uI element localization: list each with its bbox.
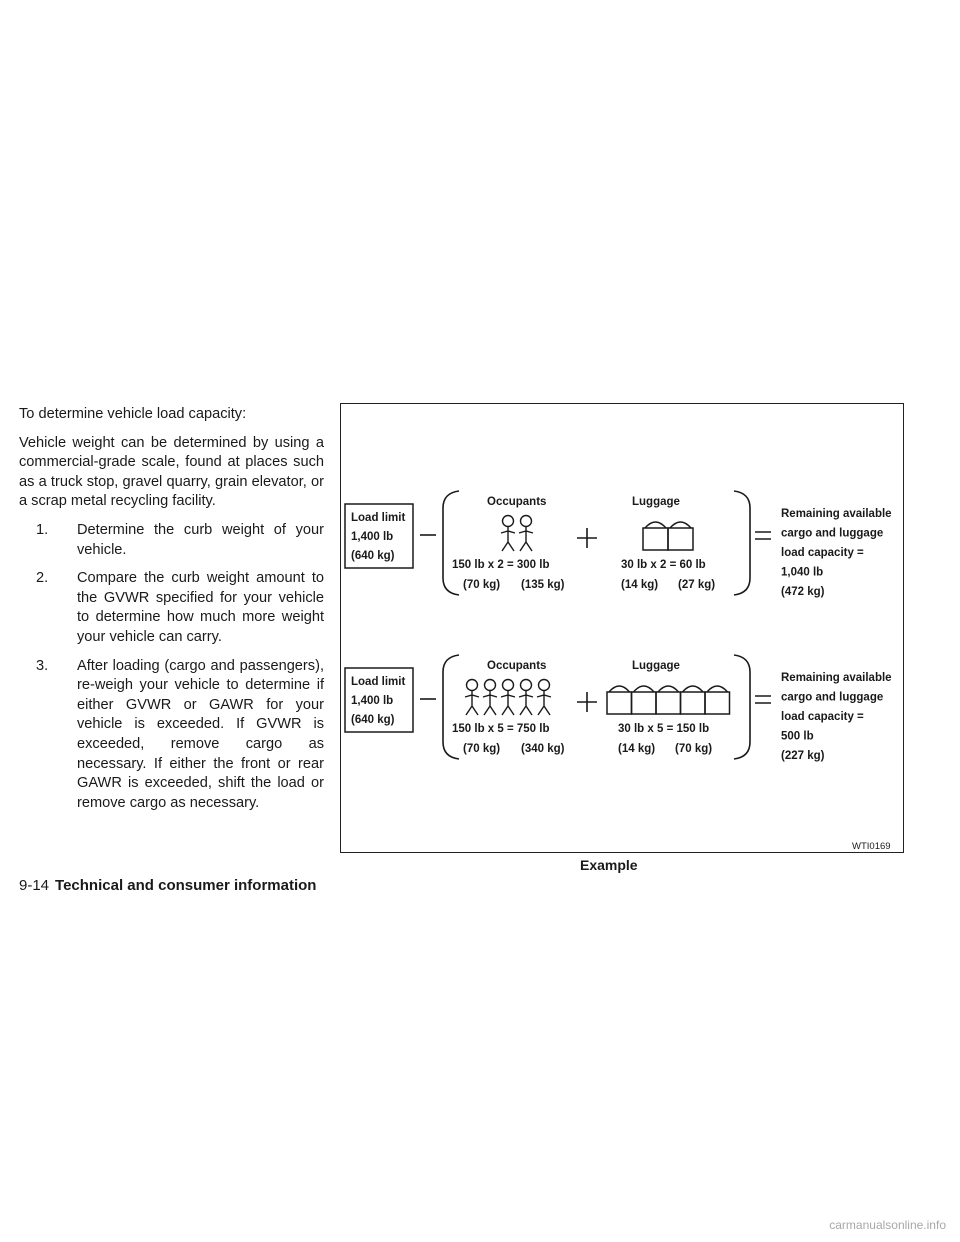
load-limit-text: 1,400 lb	[351, 695, 394, 707]
occupants-label: Occupants	[487, 496, 547, 508]
bag-handle	[683, 686, 704, 692]
right-bracket	[734, 655, 750, 759]
bag-icon	[681, 692, 706, 714]
result-text: load capacity =	[781, 547, 864, 559]
load-limit-text: Load limit	[351, 676, 406, 688]
figure-code: WTI0169	[852, 841, 891, 852]
occupant-calc: 150 lb x 5 = 750 lb	[452, 723, 550, 735]
figure-caption: Example	[580, 857, 638, 873]
step-number: 2.	[36, 570, 49, 587]
step-text: After loading (cargo and passengers), re-weigh your vehicle to determine if either GVWR or GAWR for your vehicle is exceeded. If GVWR is exceeded, remove cargo as necessary. If either the front or rear GAWR is exceeded, shift the load or remove cargo as necessary.	[77, 657, 324, 811]
occupant-kg-total: (340 kg)	[521, 743, 565, 755]
occupant-kg-total: (135 kg)	[521, 579, 565, 591]
bag-handle	[609, 686, 630, 692]
bag-handle	[670, 522, 691, 528]
bag-icon	[656, 692, 681, 714]
luggage-calc: 30 lb x 5 = 150 lb	[618, 723, 710, 735]
result-text: 500 lb	[781, 730, 814, 743]
left-bracket	[443, 491, 459, 595]
page-number: 9-14	[19, 877, 50, 894]
steps-list	[19, 521, 324, 813]
bag-icon	[705, 692, 730, 714]
occupants-label: Occupants	[487, 660, 547, 672]
luggage-kg: (14 kg)	[618, 743, 656, 755]
person-limbs	[537, 691, 551, 715]
luggage-kg: (14 kg)	[621, 579, 659, 591]
person-icon	[521, 516, 532, 527]
load-limit-text: (640 kg)	[351, 714, 395, 726]
luggage-label: Luggage	[632, 496, 680, 508]
result-text: (227 kg)	[781, 750, 825, 762]
person-icon	[467, 680, 478, 691]
right-bracket	[734, 491, 750, 595]
step-number: 3.	[36, 657, 49, 674]
intro-text: To determine vehicle load capacity:	[19, 406, 247, 422]
section-title: Technical and consumer information	[55, 877, 317, 894]
step-item	[19, 657, 324, 814]
result-text: 1,040 lb	[781, 566, 824, 579]
equals-sign	[755, 696, 771, 703]
bag-handle	[707, 686, 728, 692]
bag-handle	[645, 522, 666, 528]
step-number: 1.	[36, 521, 49, 538]
page-footer	[19, 877, 316, 894]
person-limbs	[501, 691, 515, 715]
equals-sign	[755, 532, 771, 539]
bag-icon	[643, 528, 668, 550]
luggage-kg-total: (70 kg)	[675, 743, 713, 755]
occupant-kg: (70 kg)	[463, 743, 501, 755]
text-column	[19, 405, 324, 822]
left-bracket	[443, 655, 459, 759]
watermark: carmanualsonline.info	[829, 1218, 946, 1232]
occupant-calc: 150 lb x 2 = 300 lb	[452, 559, 550, 571]
plus-sign	[577, 692, 597, 712]
occupant-kg: (70 kg)	[463, 579, 501, 591]
result-text: load capacity =	[781, 711, 864, 723]
body-paragraph: Vehicle weight can be determined by using a commercial-grade scale, found at places such as a truck stop, gravel quarry, grain elevator, or a scrap metal recycling facility.	[19, 434, 324, 510]
person-icon	[503, 680, 514, 691]
person-icon	[539, 680, 550, 691]
result-text: (472 kg)	[781, 586, 825, 598]
person-limbs	[519, 527, 533, 551]
person-icon	[485, 680, 496, 691]
load-capacity-figure	[340, 403, 904, 853]
person-limbs	[501, 527, 515, 551]
person-limbs	[519, 691, 533, 715]
person-limbs	[465, 691, 479, 715]
bag-handle	[634, 686, 655, 692]
luggage-kg-total: (27 kg)	[678, 579, 716, 591]
luggage-label: Luggage	[632, 660, 680, 672]
load-limit-text: Load limit	[351, 512, 406, 524]
bag-icon	[668, 528, 693, 550]
person-icon	[503, 516, 514, 527]
person-icon	[521, 680, 532, 691]
load-capacity-diagram	[341, 404, 905, 854]
step-item	[19, 521, 324, 560]
bag-icon	[607, 692, 632, 714]
step-item	[19, 569, 324, 647]
plus-sign	[577, 528, 597, 548]
result-text: cargo and luggage	[781, 691, 884, 704]
result-text: Remaining available	[781, 508, 892, 520]
bag-handle	[658, 686, 679, 692]
bag-icon	[632, 692, 657, 714]
result-text: Remaining available	[781, 672, 892, 684]
person-limbs	[483, 691, 497, 715]
result-text: cargo and luggage	[781, 527, 884, 540]
luggage-calc: 30 lb x 2 = 60 lb	[621, 559, 706, 571]
step-text: Determine the curb weight of your vehicle.	[77, 521, 324, 558]
step-text: Compare the curb weight amount to the GVWR specified for your vehicle to determine how much more weight your vehicle can carry.	[77, 570, 324, 645]
load-limit-text: (640 kg)	[351, 550, 395, 562]
load-limit-text: 1,400 lb	[351, 531, 394, 543]
